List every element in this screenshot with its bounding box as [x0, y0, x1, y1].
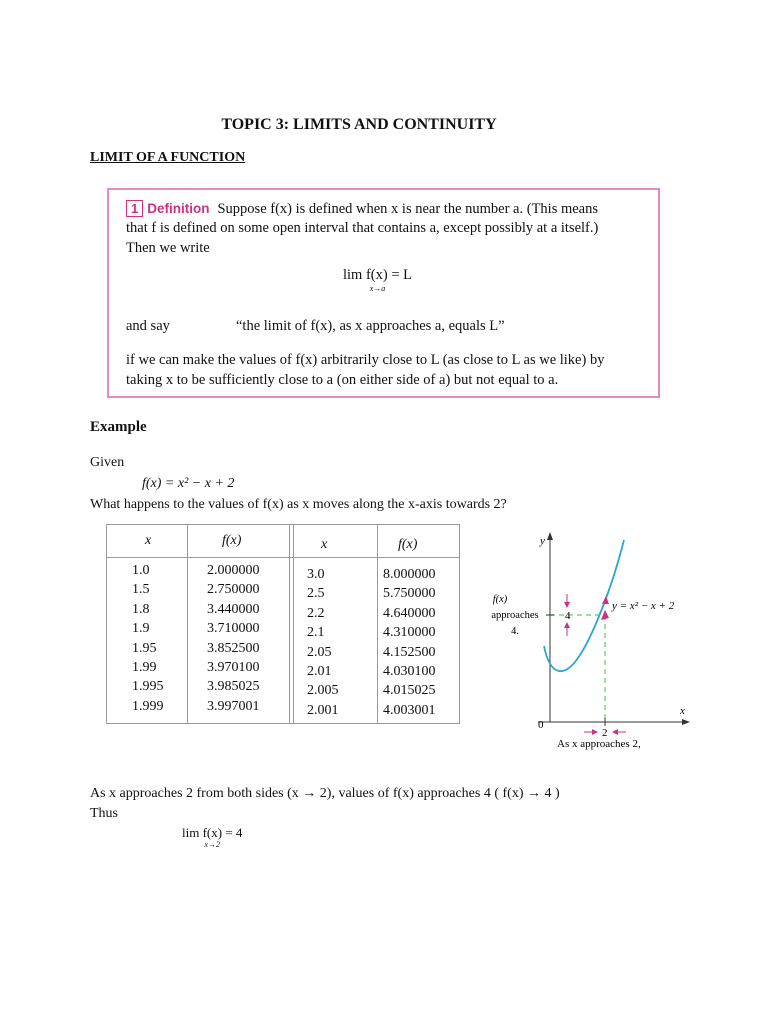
table-header-fx-left: f(x): [222, 533, 242, 548]
x-tick-label: 2: [602, 727, 608, 739]
y-tick-label: 4: [565, 610, 571, 622]
table-cell: 3.710000: [207, 621, 260, 637]
table-cell: 2.5: [307, 586, 325, 602]
definition-number: 1: [126, 200, 143, 217]
table-cell: 1.999: [132, 698, 164, 714]
x-axis-label: x: [680, 705, 685, 717]
table-cell: 3.970100: [207, 660, 260, 676]
table-col-left-x: [132, 561, 164, 716]
table-cell: 2.01: [307, 664, 332, 680]
page-title: TOPIC 3: LIMITS AND CONTINUITY: [221, 116, 497, 133]
values-table: [106, 524, 460, 724]
side-text-1: f(x): [492, 594, 508, 605]
thus-label: Thus: [90, 806, 118, 821]
table-cell: 1.5: [132, 582, 150, 598]
example-question: What happens to the values of f(x) as x moves along the x-axis towards 2?: [90, 497, 507, 512]
table-cell: 3.852500: [207, 640, 260, 656]
table-cell: 4.003001: [383, 702, 436, 718]
side-text-3: 4.: [511, 626, 519, 637]
definition-text-1: Suppose f(x) is defined when x is near the number a. (This means: [217, 201, 599, 217]
table-header-fx-right: f(x): [398, 537, 418, 552]
table-cell: 3.440000: [207, 601, 260, 617]
origin-label: 0: [538, 719, 544, 731]
table-cell: 4.030100: [383, 664, 436, 680]
table-cell: 3.0: [307, 567, 325, 582]
table-cell: 2.001: [307, 702, 339, 718]
y-arrow-up-icon: [564, 622, 570, 628]
graph-caption: As x approaches 2,: [557, 738, 641, 750]
table-cell: 1.99: [132, 660, 157, 676]
conclusion-line: As x approaches 2 from both sides (x → 2), values of f(x) approaches 4 ( f(x) → 4 ): [90, 786, 560, 801]
function-def: f(x) = x² − x + 2: [142, 476, 235, 491]
conclusion-limit: [182, 826, 242, 849]
y-arrow-down-icon: [564, 602, 570, 608]
example-heading: Example: [90, 419, 147, 435]
table-col-left-fx: [207, 561, 260, 716]
x-arrow-left-icon: [612, 729, 618, 735]
table-cell: 1.8: [132, 601, 150, 617]
table-cell: 3.997001: [207, 698, 260, 714]
table-header-x-right: x: [321, 537, 328, 552]
table-cell: 4.310000: [383, 625, 436, 641]
definition-line-3: Then we write: [126, 240, 210, 256]
curve-arrow-icon: [601, 610, 609, 620]
y-axis-label: y: [540, 535, 545, 547]
section-heading: LIMIT OF A FUNCTION: [90, 150, 246, 165]
definition-line-6: taking x to be sufficiently close to a (on either side of a) but not equal to a.: [126, 372, 559, 388]
table-cell: 8.000000: [383, 567, 436, 582]
table-cell: 2.1: [307, 625, 325, 641]
table-cell: 2.000000: [207, 563, 260, 578]
table-cell: 2.005: [307, 683, 339, 699]
definition-limit-sub: x→a: [369, 283, 386, 293]
definition-line-2: that f is defined on some open interval that contains a, except possibly at a itself.): [126, 220, 599, 236]
table-cell: 3.985025: [207, 679, 260, 695]
table-cell: 4.015025: [383, 683, 436, 699]
x-axis-arrow-icon: [682, 719, 690, 725]
table-cell: 1.95: [132, 640, 157, 656]
x-arrow-right-icon: [592, 729, 598, 735]
definition-quote: “the limit of f(x), as x approaches a, equals L”: [236, 318, 505, 334]
table-cell: 1.995: [132, 679, 164, 695]
table-cell: 5.750000: [383, 586, 436, 602]
curve-label: y = x² − x + 2: [612, 600, 675, 612]
table-cell: 4.152500: [383, 644, 436, 660]
table-cell: 1.0: [132, 563, 150, 578]
definition-limit: [343, 268, 412, 293]
definition-limit-expr: lim f(x) = L: [343, 267, 412, 283]
conclusion-limit-sub: x→2: [204, 840, 220, 849]
table-cell: 2.05: [307, 644, 332, 660]
definition-line-5: if we can make the values of f(x) arbitrarily close to L (as close to L as we like) by: [126, 352, 605, 368]
table-cell: 4.640000: [383, 605, 436, 621]
given-label: Given: [90, 455, 125, 470]
parabola-graph: [478, 528, 700, 758]
table-cell: 1.9: [132, 621, 150, 637]
table-header-x-left: x: [145, 533, 152, 548]
table-col-right-x: [307, 565, 339, 720]
y-axis-arrow-icon: [547, 532, 553, 540]
table-cell: 2.2: [307, 605, 325, 621]
definition-and-say: and say: [126, 318, 170, 334]
curve-arrow-upper-icon: [602, 596, 609, 604]
definition-line-1: [126, 200, 598, 218]
definition-label: Definition: [147, 201, 210, 216]
table-col-right-fx: [383, 565, 436, 720]
side-text-2: approaches: [491, 610, 539, 621]
conclusion-limit-expr: lim f(x) = 4: [182, 825, 243, 840]
table-cell: 2.750000: [207, 582, 260, 598]
